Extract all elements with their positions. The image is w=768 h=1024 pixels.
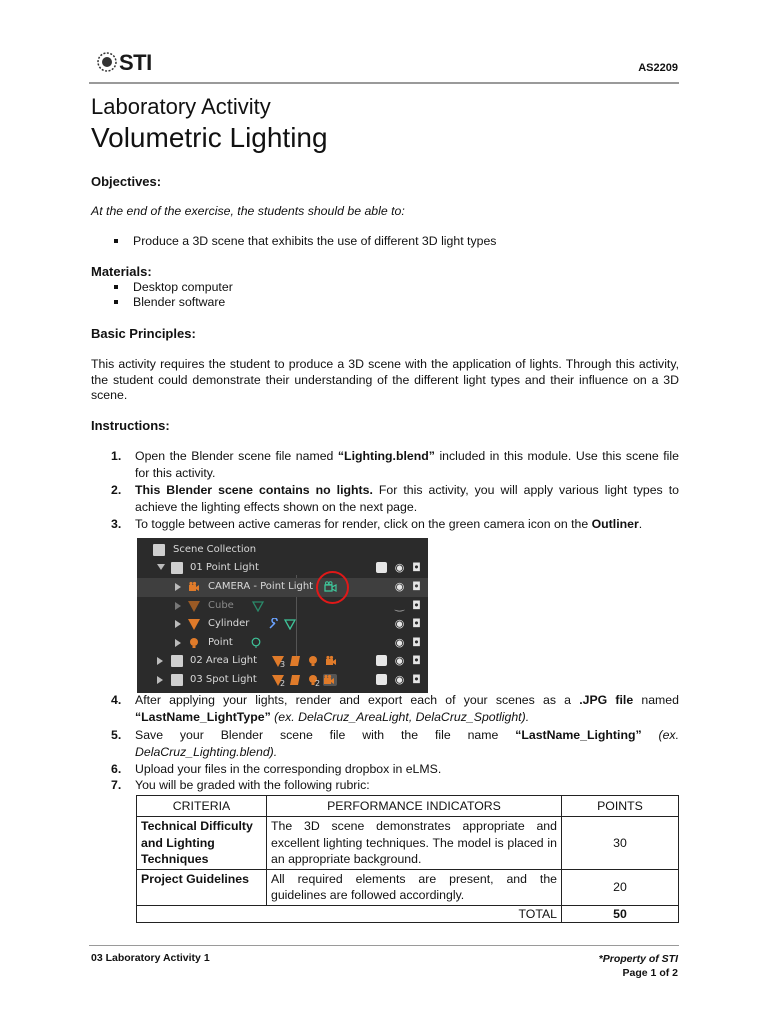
points-cell: 30: [562, 817, 679, 870]
blender-outliner-screenshot: [137, 538, 428, 693]
material-item: Desktop computer: [114, 280, 233, 294]
outliner-row-point-light: 01 Point Light ◉ ◘: [137, 559, 428, 578]
footer-right: [599, 952, 678, 980]
expand-down-icon: [157, 564, 165, 570]
render-camera-icon: ◘: [412, 599, 421, 612]
materials-heading: Materials:: [91, 264, 152, 279]
instruction-step: 7. You will be graded with the following rubric:: [111, 778, 370, 792]
logo-mark-icon: [96, 51, 118, 73]
material-item: Blender software: [114, 295, 225, 309]
table-row: [137, 817, 679, 870]
area-light-icon: [289, 674, 301, 686]
points-cell: 20: [562, 869, 679, 905]
objectives-heading: Objectives:: [91, 174, 162, 189]
outliner-row-cube: Cube ‿ ◘: [137, 597, 428, 616]
collection-icon: [171, 655, 183, 667]
checkbox-icon: [376, 674, 387, 685]
mesh-object-icon: [188, 601, 200, 613]
column-header: CRITERIA: [137, 796, 267, 817]
instructions-heading: Instructions:: [91, 418, 170, 433]
camera-object-icon: [325, 655, 337, 667]
footer-left: 03 Laboratory Activity 1: [91, 952, 210, 964]
collection-icon: [171, 562, 183, 574]
camera-object-icon: [323, 674, 337, 686]
indicator-cell: All required elements are present, and the guidelines are followed accordingly.: [267, 869, 562, 905]
expand-right-icon: [157, 657, 163, 665]
logo-text: STI: [119, 50, 152, 75]
objective-item: Produce a 3D scene that exhibits the use of different 3D light types: [114, 234, 496, 248]
instruction-step: 1. Open the Blender scene file named “Lighting.blend” included in this module. Use this scene file for this activity.: [111, 449, 679, 480]
outliner-row-spot-light: 03 Spot Light 2 2 ◉ ◘: [137, 671, 428, 690]
mesh-object-icon: [188, 619, 200, 631]
highlight-circle: [316, 571, 349, 604]
expand-right-icon: [175, 639, 181, 647]
table-header-row: [137, 796, 679, 817]
outliner-row-scene-collection: Scene Collection: [137, 541, 428, 560]
column-header: POINTS: [562, 796, 679, 817]
expand-right-icon: [175, 620, 181, 628]
column-header: PERFORMANCE INDICATORS: [267, 796, 562, 817]
page-number: Page 1 of 2: [622, 967, 678, 979]
render-camera-icon: ◘: [412, 673, 421, 686]
property-notice: *Property of STI: [598, 953, 678, 965]
document-code: AS2209: [638, 62, 678, 74]
render-camera-icon: ◘: [412, 561, 421, 574]
eye-icon: ◉: [394, 561, 405, 574]
principles-text: This activity requires the student to produce a 3D scene with the application of lights. Through this activity, the student could demonstrate their understanding of the different light types and their influence on a 3D scene.: [91, 357, 679, 402]
instruction-step: 6. Upload your files in the corresponding dropbox in eLMS.: [111, 762, 442, 776]
mesh-data-icon: [252, 600, 264, 612]
render-camera-icon: ◘: [412, 617, 421, 630]
instruction-step: 4. After applying your lights, render and export each of your scenes as a .JPG file named “LastName_LightType” (ex. DelaCruz_AreaLight, DelaCruz_Spotlight).: [111, 693, 679, 724]
render-camera-icon: ◘: [412, 636, 421, 649]
expand-right-icon: [175, 583, 181, 591]
outliner-row-area-light: 02 Area Light 3 ◉ ◘: [137, 652, 428, 671]
checkbox-icon: [376, 655, 387, 666]
eye-icon: ◉: [394, 654, 405, 667]
checkbox-icon: [376, 562, 387, 573]
eye-hidden-icon: ‿: [395, 599, 404, 612]
eye-icon: ◉: [394, 673, 405, 686]
sti-logo: [96, 50, 152, 76]
collection-icon: [171, 674, 183, 686]
eye-icon: ◉: [394, 617, 405, 630]
bullet-icon: [114, 239, 118, 243]
rubric-table: [136, 795, 679, 923]
page-title-line2: Volumetric Lighting: [91, 122, 328, 153]
expand-right-icon: [175, 602, 181, 610]
modifier-wrench-icon: [268, 618, 280, 630]
page-title-line1: Laboratory Activity: [91, 94, 271, 119]
instruction-step: 3. To toggle between active cameras for render, click on the green camera icon on the Outliner.: [111, 517, 643, 531]
table-row: [137, 869, 679, 905]
header-divider: [89, 82, 679, 84]
area-light-icon: [289, 655, 301, 667]
principles-heading: Basic Principles:: [91, 326, 196, 341]
table-total-row: [137, 905, 679, 922]
outliner-row-point: Point ◉ ◘: [137, 634, 428, 653]
footer-divider: [89, 945, 679, 946]
camera-object-icon: [188, 581, 200, 593]
collection-icon: [153, 544, 165, 556]
bullet-icon: [114, 300, 118, 304]
instruction-step: 2. This Blender scene contains no lights. For this activity, you will apply various light types to achieve the lighting effects shown on the next page.: [111, 483, 679, 514]
total-label: TOTAL: [137, 905, 562, 922]
criteria-cell: Project Guidelines: [137, 869, 267, 905]
light-data-icon: [250, 637, 262, 649]
expand-right-icon: [157, 676, 163, 684]
criteria-cell: Technical Difficulty and Lighting Techniques: [137, 817, 267, 870]
light-object-icon: [307, 655, 319, 667]
objectives-intro: At the end of the exercise, the students should be able to:: [91, 204, 405, 218]
light-object-icon: [188, 637, 200, 649]
instruction-step: 5. Save your Blender scene file with the file name “LastName_Lighting” (ex. DelaCruz_Lighting.blend).: [111, 728, 680, 759]
outliner-row-cylinder: Cylinder ◉ ◘: [137, 615, 428, 634]
render-camera-icon: ◘: [412, 654, 421, 667]
render-camera-icon: ◘: [412, 580, 421, 593]
mesh-data-icon: [284, 618, 296, 630]
indicator-cell: The 3D scene demonstrates appropriate and excellent lighting techniques. The model is placed in an appropriate background.: [267, 817, 562, 870]
total-points: 50: [562, 905, 679, 922]
bullet-icon: [114, 285, 118, 289]
eye-icon: ◉: [394, 580, 405, 593]
eye-icon: ◉: [394, 636, 405, 649]
outliner-row-camera: CAMERA - Point Light ◉ ◘: [137, 578, 428, 597]
